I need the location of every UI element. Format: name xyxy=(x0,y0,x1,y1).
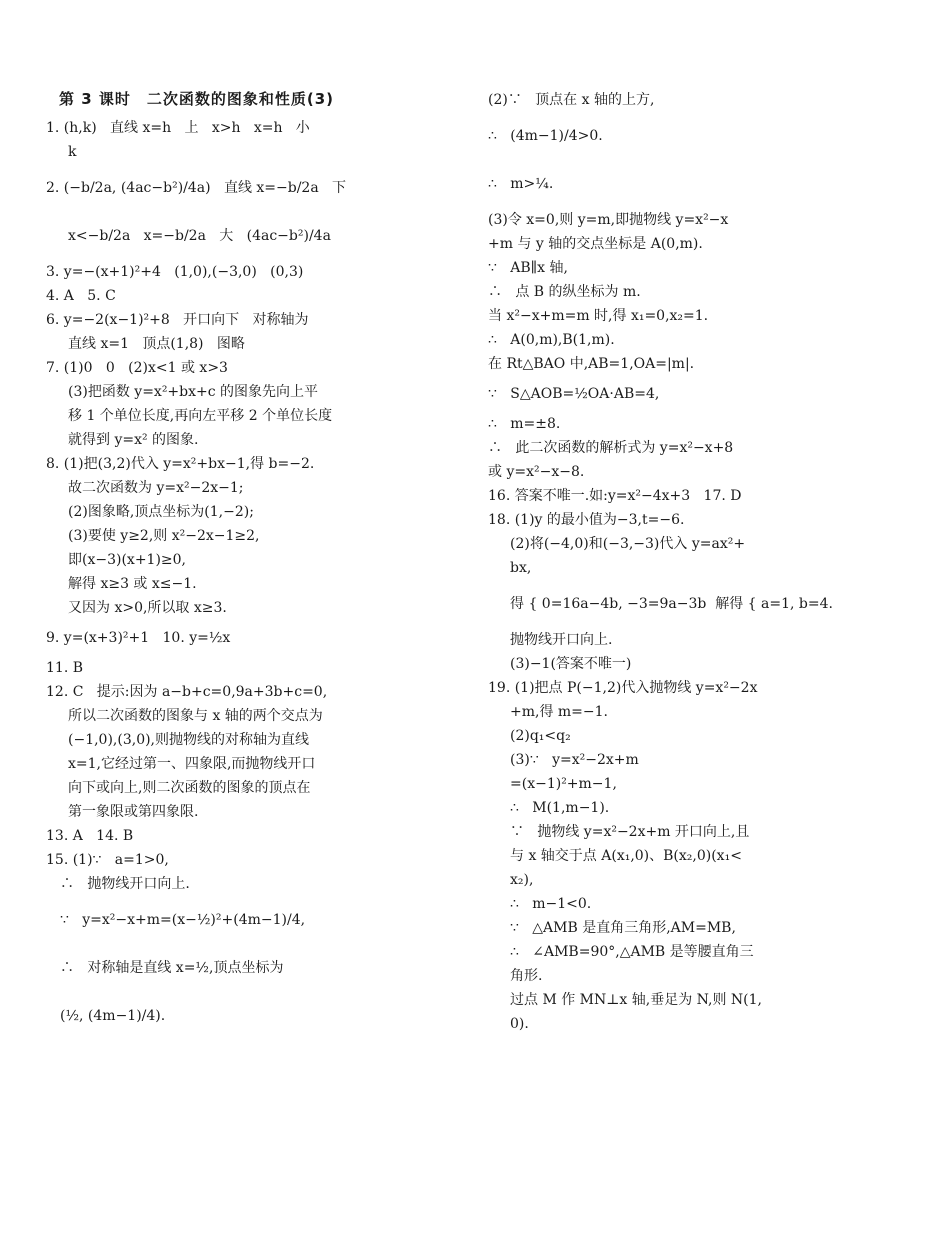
left-answer-line: 4. A 5. C xyxy=(46,288,116,304)
left-answer-line: ∵ y=x²−x+m=(x−½)²+(4m−1)/4, xyxy=(60,912,306,928)
left-answer-line: (−1,0),(3,0),则抛物线的对称轴为直线 xyxy=(68,732,310,748)
right-answer-line: 在 Rt△BAO 中,AB=1,OA=|m|. xyxy=(488,356,695,372)
right-answer-line: ∵ AB∥x 轴, xyxy=(488,260,568,276)
right-answer-line: ∵ S△AOB=½OA·AB=4, xyxy=(488,386,660,402)
left-answer-line: 6. y=−2(x−1)²+8 开口向下 对称轴为 xyxy=(46,312,309,328)
left-answer-line: 直线 x=1 顶点(1,8) 图略 xyxy=(68,336,245,352)
right-answer-line: (2)将(−4,0)和(−3,−3)代入 y=ax²+ xyxy=(510,536,746,552)
left-answer-line: 向下或向上,则二次函数的图象的顶点在 xyxy=(68,780,311,796)
right-answer-line: ∴ 此二次函数的解析式为 y=x²−x+8 xyxy=(488,440,734,456)
right-answer-line: (3)∵ y=x²−2x+m xyxy=(510,752,639,768)
right-answer-line: 得 { 0=16a−4b, −3=9a−3b 解得 { a=1, b=4. xyxy=(510,596,833,612)
left-answer-line: ∴ 对称轴是直线 x=½,顶点坐标为 xyxy=(60,960,284,976)
right-answer-line: (2)∵ 顶点在 x 轴的上方, xyxy=(488,92,655,108)
right-answer-lines xyxy=(488,88,833,1036)
right-answer-line: ∴ (4m−1)/4>0. xyxy=(488,128,603,144)
right-answer-line: 抛物线开口向上. xyxy=(510,632,613,648)
right-answer-line: (3)−1(答案不唯一) xyxy=(510,656,632,672)
right-answer-line: +m 与 y 轴的交点坐标是 A(0,m). xyxy=(488,236,703,252)
right-answer-line: (2)q₁<q₂ xyxy=(510,728,571,744)
left-answer-line: 故二次函数为 y=x²−2x−1; xyxy=(68,480,244,496)
left-answer-line: 12. C 提示:因为 a−b+c=0,9a+3b+c=0, xyxy=(46,684,328,700)
right-answer-line: ∵ 抛物线 y=x²−2x+m 开口向上,且 xyxy=(510,824,750,840)
left-answer-line: ∴ 抛物线开口向上. xyxy=(60,876,190,892)
left-answer-line: 1. (h,k) 直线 x=h 上 x>h x=h 小 xyxy=(46,120,310,136)
left-answer-line: 8. (1)把(3,2)代入 y=x²+bx−1,得 b=−2. xyxy=(46,456,315,472)
left-answer-line: 第一象限或第四象限. xyxy=(68,804,199,820)
left-answer-line: 7. (1)0 0 (2)x<1 或 x>3 xyxy=(46,360,228,376)
left-answer-line: k xyxy=(68,144,77,160)
right-answer-line: 16. 答案不唯一.如:y=x²−4x+3 17. D xyxy=(488,488,742,504)
left-answer-line: x=1,它经过第一、四象限,而抛物线开口 xyxy=(68,756,316,772)
right-answer-line: 角形. xyxy=(510,968,543,984)
right-answer-line: ∴ M(1,m−1). xyxy=(510,800,610,816)
left-answer-line: 9. y=(x+3)²+1 10. y=½x xyxy=(46,630,231,646)
left-answer-line: (3)要使 y≥2,则 x²−2x−1≥2, xyxy=(68,528,260,544)
left-answer-line: 3. y=−(x+1)²+4 (1,0),(−3,0) (0,3) xyxy=(46,264,304,280)
left-answer-line: (½, (4m−1)/4). xyxy=(60,1008,166,1024)
right-answer-line: 0). xyxy=(510,1016,529,1032)
right-answer-line: ∴ m−1<0. xyxy=(510,896,592,912)
right-answer-line: 19. (1)把点 P(−1,2)代入抛物线 y=x²−2x xyxy=(488,680,758,696)
left-answer-line: 就得到 y=x² 的图象. xyxy=(68,432,199,448)
right-answer-line: ∵ △AMB 是直角三角形,AM=MB, xyxy=(510,920,736,936)
left-answer-line: 11. B xyxy=(46,660,84,676)
right-answer-line: x₂), xyxy=(510,872,534,888)
left-answer-line: 又因为 x>0,所以取 x≥3. xyxy=(68,600,227,616)
left-answer-line: 13. A 14. B xyxy=(46,828,134,844)
right-answer-line: 或 y=x²−x−8. xyxy=(488,464,585,480)
right-answer-line: 当 x²−x+m=m 时,得 x₁=0,x₂=1. xyxy=(488,308,709,324)
left-answer-line: 15. (1)∵ a=1>0, xyxy=(46,852,169,868)
right-answer-line: ∴ m=±8. xyxy=(488,416,561,432)
section-title: 第 3 课时 二次函数的图象和性质(3) xyxy=(59,90,335,108)
right-answer-line: ∴ m>¼. xyxy=(488,176,554,192)
right-answer-line: +m,得 m=−1. xyxy=(510,704,608,720)
left-answer-line: x<−b/2a x=−b/2a 大 (4ac−b²)/4a xyxy=(68,228,331,244)
right-answer-line: bx, xyxy=(510,560,532,576)
right-answer-line: ∴ 点 B 的纵坐标为 m. xyxy=(488,284,641,300)
left-answer-line: 即(x−3)(x+1)≥0, xyxy=(68,552,187,568)
left-answer-line: 解得 x≥3 或 x≤−1. xyxy=(68,576,197,592)
left-column xyxy=(46,88,376,1040)
right-answer-line: 过点 M 作 MN⊥x 轴,垂足为 N,则 N(1, xyxy=(510,992,763,1008)
left-answer-line: 移 1 个单位长度,再向左平移 2 个单位长度 xyxy=(68,408,333,424)
right-answer-line: ∴ A(0,m),B(1,m). xyxy=(488,332,615,348)
left-answer-line: 所以二次函数的图象与 x 轴的两个交点为 xyxy=(68,708,323,724)
left-answer-lines xyxy=(46,116,376,1040)
right-answer-line: =(x−1)²+m−1, xyxy=(510,776,617,792)
left-answer-line: (2)图象略,顶点坐标为(1,−2); xyxy=(68,504,254,520)
right-column xyxy=(488,88,833,1036)
right-answer-line: (3)令 x=0,则 y=m,即抛物线 y=x²−x xyxy=(488,212,729,228)
right-answer-line: 18. (1)y 的最小值为−3,t=−6. xyxy=(488,512,685,528)
right-answer-line: ∴ ∠AMB=90°,△AMB 是等腰直角三 xyxy=(510,944,754,960)
left-answer-line: 2. (−b/2a, (4ac−b²)/4a) 直线 x=−b/2a 下 xyxy=(46,180,347,196)
left-answer-line: (3)把函数 y=x²+bx+c 的图象先向上平 xyxy=(68,384,319,400)
right-answer-line: 与 x 轴交于点 A(x₁,0)、B(x₂,0)(x₁< xyxy=(510,848,742,864)
